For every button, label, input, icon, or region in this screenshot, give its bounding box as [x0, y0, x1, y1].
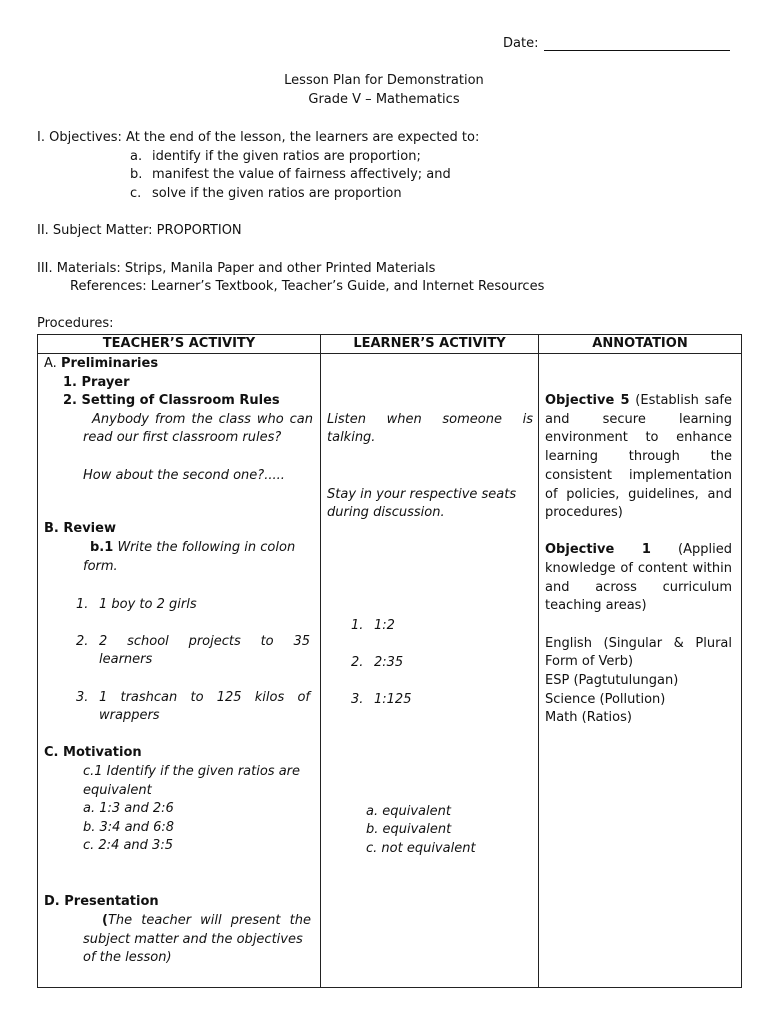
- objective-1-line4: teaching areas): [545, 598, 647, 613]
- integration-english: English (Singular & Plural: [545, 636, 732, 651]
- motivation-item-c: c. 2:4 and 3:5: [83, 838, 173, 853]
- objective-5-line1: Objective 5 (Establish safe: [545, 393, 732, 408]
- motivation-c1: c.1 Identify if the given ratios are: [83, 764, 301, 779]
- integration-esp: ESP (Pagtutulungan): [545, 673, 679, 688]
- objective-5-line4: learning through the: [545, 449, 732, 464]
- integration-math: Math (Ratios): [545, 710, 632, 725]
- review-item-3: 3. 1 trashcan to 125 kilos of: [76, 690, 310, 705]
- review-b1-cont: form.: [83, 559, 118, 574]
- integration-science: Science (Pollution): [545, 692, 666, 707]
- learner-listen: Listen when someone is: [327, 412, 533, 427]
- table-header-row: [38, 335, 742, 354]
- document-subtitle: Grade V – Mathematics: [308, 92, 460, 107]
- motivation-item-a: a. 1:3 and 2:6: [83, 801, 174, 816]
- objective-5-line6: of policies, guidelines, and: [545, 487, 732, 502]
- objective-5-line2: and secure learning: [545, 412, 732, 427]
- references-line: References: Learner’s Textbook, Teacher’s Guide, and Internet Resources: [70, 279, 545, 294]
- review-b1: b.1 Write the following in colon: [90, 540, 296, 555]
- integration-english-cont: Form of Verb): [545, 654, 634, 669]
- preliminaries-heading: A. Preliminaries: [44, 356, 159, 371]
- learner-equivalent-c: c. not equivalent: [366, 841, 476, 856]
- review-heading: B. Review: [44, 521, 116, 536]
- procedures-table: [37, 334, 742, 988]
- review-item-2-cont: learners: [99, 652, 153, 667]
- table-row: [38, 354, 742, 988]
- review-item-3-cont: wrappers: [99, 708, 160, 723]
- learner-listen-cont: talking.: [327, 430, 376, 445]
- motivation-item-b: b. 3:4 and 6:8: [83, 820, 175, 835]
- learner-stay: Stay in your respective seats: [327, 487, 517, 502]
- review-item-1: 1. 1 boy to 2 girls: [76, 597, 197, 612]
- review-item-2: 2. 2 school projects to 35: [76, 634, 310, 649]
- objective-1-line3: and across curriculum: [545, 580, 732, 595]
- learner-stay-cont: during discussion.: [327, 505, 445, 520]
- objective-item: b. manifest the value of fairness affectively; and: [130, 167, 451, 182]
- classroom-rules-item: 2. Setting of Classroom Rules: [63, 393, 280, 408]
- date-label: Date:: [503, 36, 539, 51]
- presentation-text-cont2: of the lesson): [83, 950, 172, 965]
- annotation-cell: [539, 354, 742, 988]
- learner-activity-cell: [321, 354, 539, 988]
- learner-activity-header: LEARNER’S ACTIVITY: [321, 335, 539, 354]
- objective-1-line2: knowledge of content within: [545, 561, 732, 576]
- objective-item: a. identify if the given ratios are proportion;: [130, 149, 421, 164]
- objective-5-line7: procedures): [545, 505, 623, 520]
- materials-line: III. Materials: Strips, Manila Paper and other Printed Materials: [37, 261, 436, 276]
- teacher-activity-header: TEACHER’S ACTIVITY: [38, 335, 321, 354]
- learner-answer-3: 3. 1:125: [351, 692, 412, 707]
- procedures-label: Procedures:: [37, 316, 114, 331]
- date-blank-line: [544, 37, 730, 51]
- objective-5-line3: environment to enhance: [545, 430, 732, 445]
- subject-matter: II. Subject Matter: PROPORTION: [37, 223, 242, 238]
- objective-item: c. solve if the given ratios are proportion: [130, 186, 402, 201]
- presentation-text: (The teacher will present the: [102, 913, 311, 928]
- annotation-header: ANNOTATION: [539, 335, 742, 354]
- learner-equivalent-b: b. equivalent: [366, 822, 452, 837]
- learner-answer-1: 1. 1:2: [351, 618, 395, 633]
- presentation-heading: D. Presentation: [44, 894, 159, 909]
- learner-answer-2: 2. 2:35: [351, 655, 404, 670]
- objectives-heading: I. Objectives: At the end of the lesson, the learners are expected to:: [37, 130, 480, 145]
- objective-5-line5: consistent implementation: [545, 468, 732, 483]
- motivation-c1-cont: equivalent: [83, 783, 152, 798]
- teacher-activity-cell: [38, 354, 321, 988]
- objective-1-line1: Objective 1 (Applied: [545, 542, 732, 557]
- rules-question-1: Anybody from the class who can: [92, 412, 313, 427]
- learner-equivalent-a: a. equivalent: [366, 804, 451, 819]
- date-field: [503, 36, 730, 51]
- rules-question-2: How about the second one?.....: [83, 468, 285, 483]
- rules-question-1-cont: read our first classroom rules?: [83, 430, 282, 445]
- presentation-text-cont1: subject matter and the objectives: [83, 932, 303, 947]
- document-title: Lesson Plan for Demonstration: [284, 73, 484, 88]
- motivation-heading: C. Motivation: [44, 745, 142, 760]
- prayer-item: 1. Prayer: [63, 375, 130, 390]
